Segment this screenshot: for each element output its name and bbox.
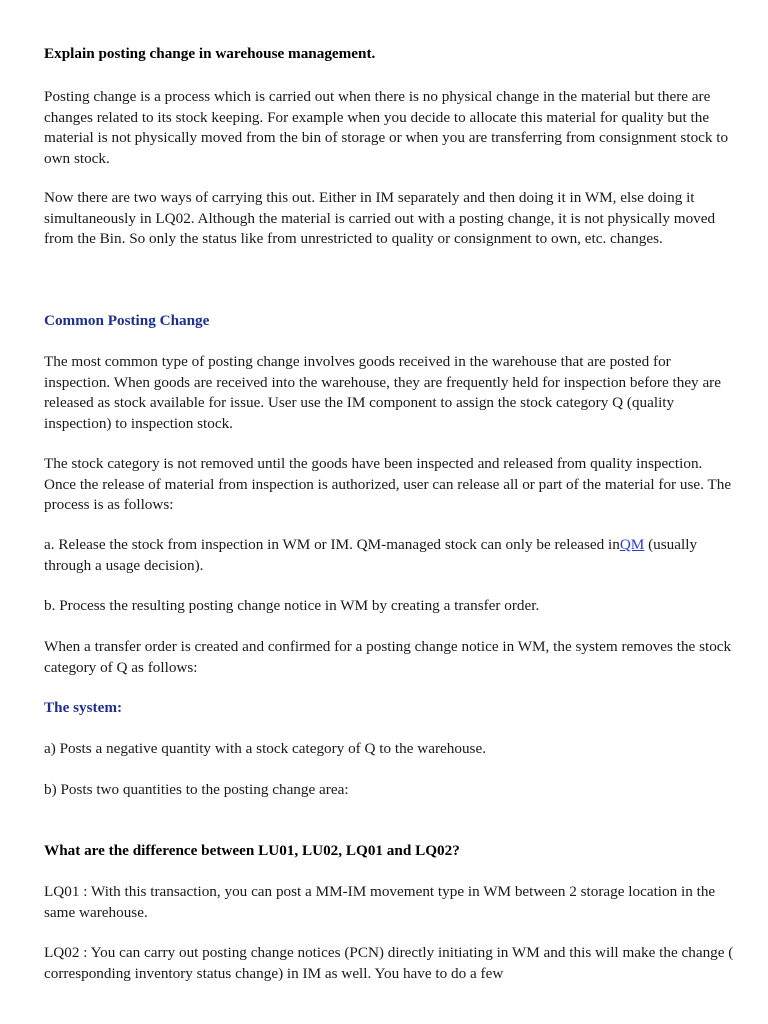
step-a-text-after: (usually through a usage decision). <box>44 536 698 574</box>
system-item-b: b) Posts two quantities to the posting change area: <box>44 781 349 798</box>
system-item-a: a) Posts a negative quantity with a stock category of Q to the warehouse. <box>44 740 487 757</box>
intro-paragraph-2: Now there are two ways of carrying this out. Either in IM separately and then doing it in WM, else doing it simultaneously in LQ02. Although the material is carried out with a posting change, it is not physically moved from the Bin. So only the status like from unrestricted to quality or consignment to own, etc. changes. <box>44 189 716 247</box>
lq01-paragraph: LQ01 : With this transaction, you can post a MM-IM movement type in WM between 2 storage location in the same warehouse. <box>44 883 716 921</box>
step-b-paragraph: b. Process the resulting posting change notice in WM by creating a transfer order. <box>44 597 540 614</box>
section-heading-common-posting-change: Common Posting Change <box>44 312 210 329</box>
section-heading-the-system: The system: <box>44 699 123 716</box>
section1-paragraph-1: The most common type of posting change involves goods received in the warehouse that are posted for inspection. When goods are received into the warehouse, they are frequently held for inspection before they are released as stock available for issue. User use the IM component to assign the stock category Q (quality inspection) to inspection stock. <box>44 353 721 432</box>
section1-paragraph-3: When a transfer order is created and confirmed for a posting change notice in WM, the system removes the stock category of Q as follows: <box>44 638 732 676</box>
step-a-text: a. Release the stock from inspection in WM or IM. QM-managed stock can only be released in <box>44 536 620 553</box>
section1-paragraph-2: The stock category is not removed until the goods have been inspected and released from quality inspection. Once the release of material from inspection is authorized, user can release all or part of the material for use. The process is as follows: <box>44 455 732 513</box>
document-title: Explain posting change in warehouse management. <box>44 45 376 62</box>
step-a-paragraph <box>44 535 734 576</box>
question-heading: What are the difference between LU01, LU02, LQ01 and LQ02? <box>44 842 460 859</box>
qm-link[interactable]: QM <box>619 536 645 553</box>
lq02-paragraph: LQ02 : You can carry out posting change notices (PCN) directly initiating in WM and this will make the change ( corresponding inventory status change) in IM as well. You have to do a few <box>44 944 734 982</box>
intro-paragraph-1: Posting change is a process which is carried out when there is no physical change in the material but there are changes related to its stock keeping. For example when you decide to allocate this material for quality but the material is not physically moved from the bin of storage or when you are transferring from consignment stock to own stock. <box>44 88 729 167</box>
